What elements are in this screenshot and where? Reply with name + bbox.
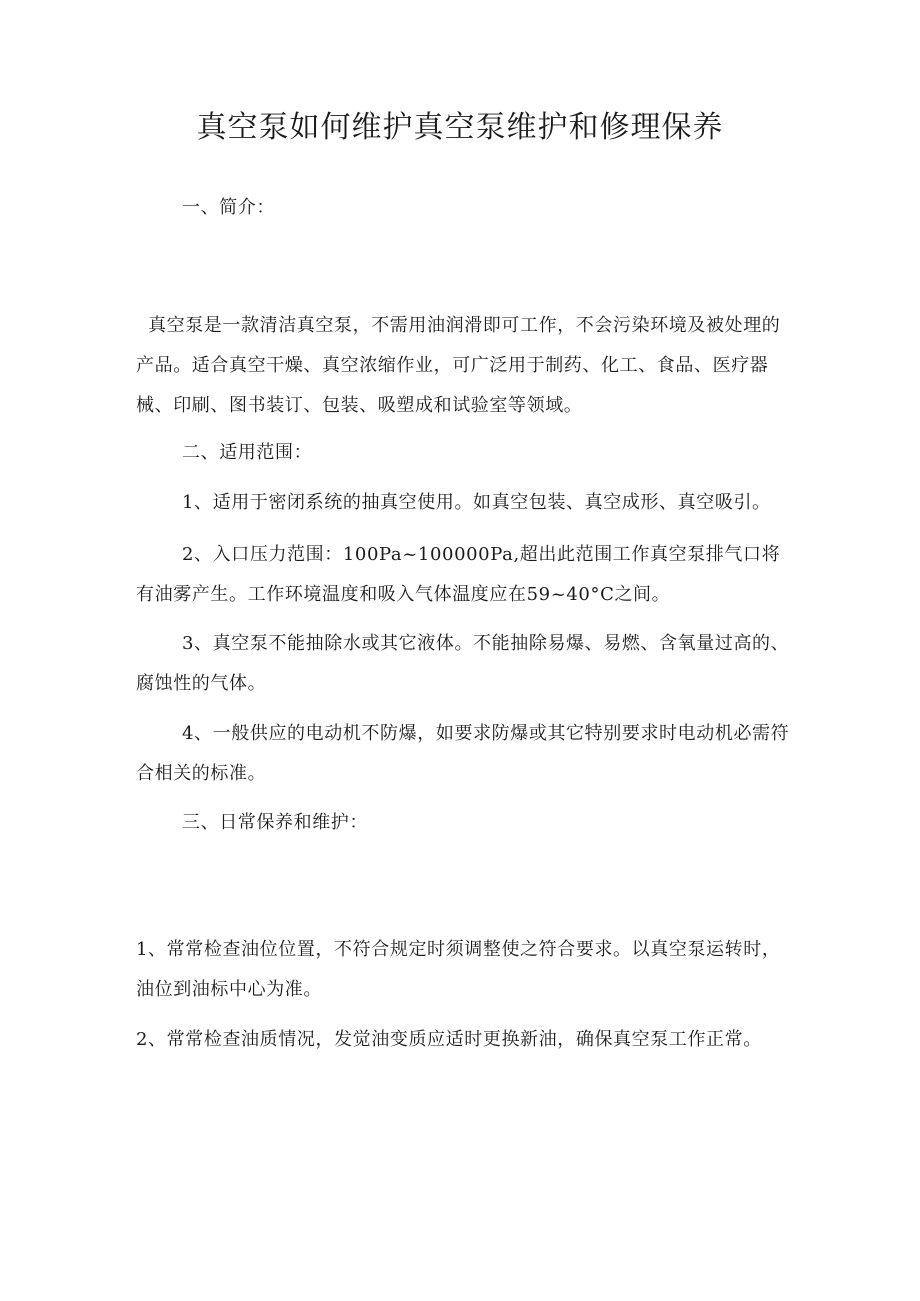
scope-item: 4、一般供应的电动机不防爆，如要求防爆或其它特别要求时电动机必需符合相关的标准。 [136,723,790,784]
scope-item: 2、入口压力范围：100Pa~100000Pa,超出此范围工作真空泵排气口将有油雾产生。工作环境温度和吸入气体温度应在59~40°C之间。 [136,544,781,605]
section-heading-scope: 二、适用范围： [182,442,313,463]
scope-item: 3、真空泵不能抽除水或其它液体。不能抽除易爆、易燃、含氧量过高的、腐蚀性的气体。 [136,633,790,694]
section-heading-maintenance: 三、日常保养和维护： [182,812,368,833]
intro-paragraph: 真空泵是一款清洁真空泵，不需用油润滑即可工作，不会污染环境及被处理的产品。适合真空干燥、真空浓缩作业，可广泛用于制药、化工、食品、医疗器械、印刷、图书装订、包装、吸塑成和试验室等领域。 [136,315,781,416]
maintenance-item: 1、常常检查油位位置，不符合规定时须调整使之符合要求。以真空泵运转时，油位到油标中心为准。 [136,939,781,1000]
scope-item: 1、适用于密闭系统的抽真空使用。如真空包装、真空成形、真空吸引。 [182,492,771,513]
section-heading-intro: 一、简介： [182,197,275,218]
document-title: 真空泵如何维护真空泵维护和修理保养 [196,110,724,145]
maintenance-item: 2、常常检查油质情况，发觉油变质应适时更换新油，确保真空泵工作正常。 [136,1029,762,1050]
